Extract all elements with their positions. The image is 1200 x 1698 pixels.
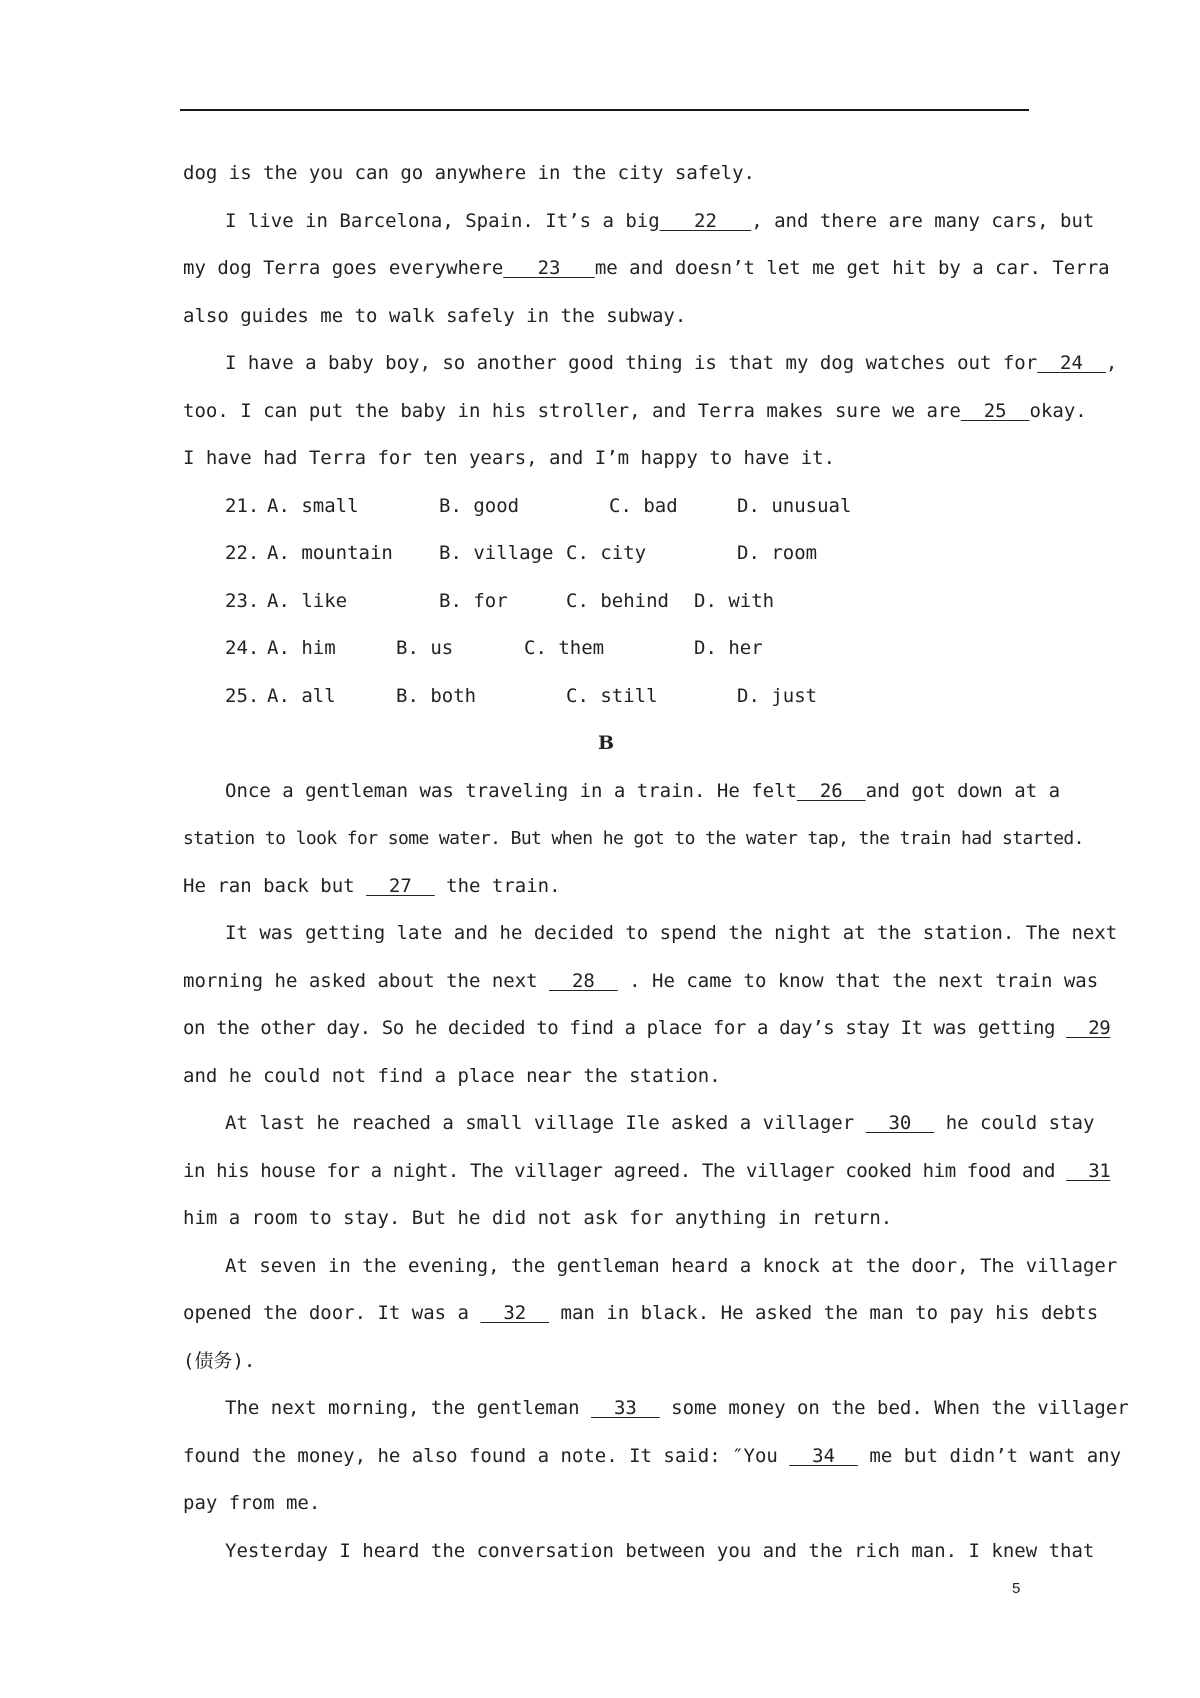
blank-23: 23	[503, 257, 595, 279]
blank-31: 31	[1066, 1159, 1111, 1182]
text-line: I live in Barcelona, Spain. It’s a big 22 , and there are many cars, but	[225, 209, 1095, 232]
text-line: At last he reached a small village Ile asked a villager 30 he could stay	[225, 1112, 1095, 1134]
text-line: He ran back but 27 the train.	[183, 874, 561, 897]
text-line: (债务).	[183, 1349, 256, 1372]
option-b: B. good	[439, 494, 520, 517]
option-d: D. just	[737, 684, 818, 707]
option-c: C. still	[566, 684, 658, 707]
blank-28: 28	[549, 969, 618, 992]
page-number: 5	[1012, 1580, 1021, 1597]
option-d: D. unusual	[737, 494, 852, 517]
text-line: station to look for some water. But when he got to the water tap, the train had started.	[183, 828, 1084, 849]
option-c: C. them	[524, 637, 605, 659]
option-a: A. mountain	[267, 542, 393, 564]
text-line: opened the door. It was a 32 man in black. He asked the man to pay his debts	[183, 1302, 1099, 1324]
question-number: 24.	[225, 637, 260, 659]
option-d: D. with	[694, 589, 775, 612]
header-rule	[180, 109, 1029, 111]
text-line: also guides me to walk safely in the subway.	[183, 304, 687, 327]
text-line: morning he asked about the next 28 . He came to know that the next train was	[183, 969, 1099, 992]
text-line: I have a baby boy, so another good thing is that my dog watches out for 24 ,	[225, 352, 1118, 374]
text-line: I have had Terra for ten years, and I’m happy to have it.	[183, 447, 836, 469]
blank-26: 26	[796, 779, 866, 802]
text-line: my dog Terra goes everywhere 23 me and doesn’t let me get hit by a car. Terra	[183, 257, 1110, 279]
option-c: C. bad	[609, 494, 678, 517]
document-body	[183, 150, 1129, 1575]
text-line: At seven in the evening, the gentleman heard a knock at the door, The villager	[225, 1254, 1118, 1277]
blank-33: 33	[591, 1397, 660, 1419]
blank-24: 24	[1037, 352, 1106, 374]
question-row	[183, 483, 1029, 531]
blank-32: 32	[480, 1302, 550, 1324]
blank-34: 34	[789, 1444, 858, 1467]
text-line: on the other day. So he decided to find a place for a day’s stay It was getting 29	[183, 1017, 1111, 1039]
text-line: him a room to stay. But he did not ask for anything in return.	[183, 1207, 893, 1229]
blank-29: 29	[1066, 1017, 1111, 1039]
question-number: 22.	[225, 542, 260, 564]
blank-27: 27	[366, 874, 435, 897]
text-line: Once a gentleman was traveling in a train. He felt 26 and got down at a	[225, 779, 1061, 802]
text-line: pay from me.	[183, 1492, 321, 1514]
text-line: Yesterday I heard the conversation between you and the rich man. I knew that	[225, 1539, 1095, 1562]
option-a: A. small	[267, 494, 359, 517]
option-b: B. for	[439, 589, 508, 612]
section-heading: B	[597, 732, 615, 754]
option-d: D. her	[694, 637, 763, 659]
question-number: 21.	[225, 494, 260, 517]
option-c: C. city	[566, 542, 647, 564]
text-line: It was getting late and he decided to spend the night at the station. The next	[225, 922, 1118, 944]
blank-22: 22	[659, 209, 752, 232]
option-d: D. room	[737, 542, 818, 564]
question-row	[183, 530, 1029, 578]
question-row	[183, 625, 1029, 673]
blank-25: 25	[960, 399, 1030, 422]
text-line: found the money, he also found a note. It said: ″You 34 me but didn’t want any	[183, 1444, 1122, 1467]
question-number: 23.	[225, 589, 260, 612]
question-row	[183, 578, 1029, 626]
option-c: C. behind	[566, 589, 669, 612]
question-number: 25.	[225, 684, 260, 707]
option-a: A. all	[267, 684, 336, 707]
option-b: B. us	[396, 637, 454, 659]
text-line: The next morning, the gentleman 33 some money on the bed. When the villager	[225, 1397, 1129, 1419]
text-line: in his house for a night. The villager agreed. The villager cooked him food and 31	[183, 1159, 1111, 1182]
option-a: A. him	[267, 637, 336, 659]
blank-30: 30	[865, 1112, 935, 1134]
text-line: too. I can put the baby in his stroller, and Terra makes sure we are 25 okay.	[183, 399, 1087, 422]
option-a: A. like	[267, 589, 348, 612]
text-line: and he could not find a place near the station.	[183, 1064, 721, 1087]
text-line: dog is the you can go anywhere in the city safely.	[183, 162, 755, 184]
option-b: B. both	[396, 684, 477, 707]
option-b: B. village	[439, 542, 554, 564]
question-row	[183, 673, 1029, 721]
